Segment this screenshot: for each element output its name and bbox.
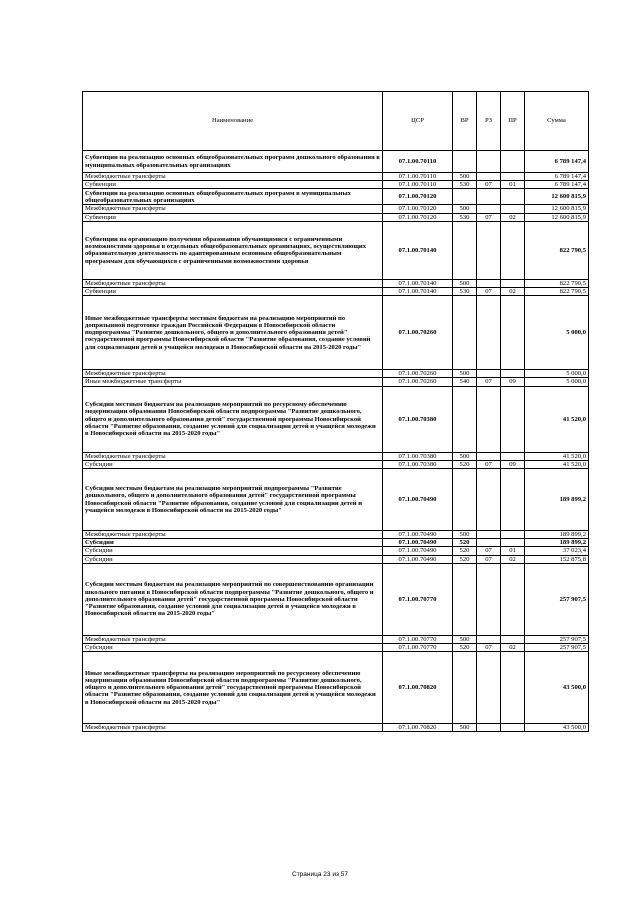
row-sum: 43 500,0 — [525, 724, 589, 732]
row-rz — [477, 296, 501, 370]
table-row — [83, 370, 589, 378]
row-rz — [477, 205, 501, 213]
table-row — [83, 539, 589, 547]
row-sum: 12 600 815,9 — [525, 213, 589, 221]
row-csr: 07.1.00.70140 — [383, 221, 453, 279]
row-pr — [501, 279, 525, 287]
row-name: Субвенции на реализацию основных общеобразовательных программ дошкольного образования в муниципальных образовательных организациях — [83, 151, 383, 173]
row-csr: 07.1.00.70260 — [383, 370, 453, 378]
row-sum: 6 789 147,4 — [525, 151, 589, 173]
row-vr: 540 — [453, 378, 477, 386]
row-rz: 07 — [477, 378, 501, 386]
row-sum: 43 500,0 — [525, 652, 589, 724]
table-row — [83, 547, 589, 555]
row-csr: 07.1.00.70770 — [383, 635, 453, 643]
row-name: Субвенции на реализацию основных общеобразовательных программ в муниципальных общеобразовательных организациях — [83, 189, 383, 205]
table-row — [83, 213, 589, 221]
table-row — [83, 724, 589, 732]
row-vr — [453, 563, 477, 635]
row-csr: 07.1.00.70110 — [383, 173, 453, 181]
row-pr — [501, 452, 525, 460]
row-name: Субсидии местным бюджетам на реализацию мероприятий по совершенствованию организации школьного питания в Новосибирской области подпрограммы "Развитие дошкольного, общего и дополнительного образования детей" государственной программы Новосибирской области "Развитие образования, создание условий для социализации детей и учащейся молодежи в Новосибирской области на 2015-2020 годы" — [83, 563, 383, 635]
row-sum: 37 023,4 — [525, 547, 589, 555]
table-row — [83, 460, 589, 468]
row-csr: 07.1.00.70140 — [383, 288, 453, 296]
row-pr — [501, 173, 525, 181]
row-rz — [477, 531, 501, 539]
row-csr: 07.1.00.70490 — [383, 547, 453, 555]
row-rz — [477, 563, 501, 635]
row-pr — [501, 221, 525, 279]
row-sum: 12 600 815,9 — [525, 205, 589, 213]
row-rz — [477, 221, 501, 279]
header-rz: РЗ — [477, 92, 501, 151]
row-vr: 500 — [453, 724, 477, 732]
table-row — [83, 469, 589, 531]
row-name: Межбюджетные трансферты — [83, 724, 383, 732]
row-name: Межбюджетные трансферты — [83, 370, 383, 378]
row-csr: 07.1.00.70380 — [383, 452, 453, 460]
row-pr: 09 — [501, 378, 525, 386]
row-vr: 520 — [453, 644, 477, 652]
table-body — [83, 151, 589, 732]
row-rz: 07 — [477, 555, 501, 563]
row-csr: 07.1.00.70260 — [383, 378, 453, 386]
row-sum: 152 875,8 — [525, 555, 589, 563]
row-csr: 07.1.00.70490 — [383, 469, 453, 531]
table-header-row — [83, 92, 589, 151]
row-rz — [477, 635, 501, 643]
table-row — [83, 644, 589, 652]
row-sum: 189 899,2 — [525, 469, 589, 531]
row-sum: 189 899,2 — [525, 539, 589, 547]
row-vr — [453, 469, 477, 531]
header-sum: Сумма — [525, 92, 589, 151]
table-row — [83, 296, 589, 370]
table-row — [83, 151, 589, 173]
row-pr — [501, 531, 525, 539]
row-pr: 01 — [501, 181, 525, 189]
row-name: Субвенции на организацию получения образования обучающимися с ограниченными возможностями здоровья в отдельных общеобразовательных организациях, осуществляющих образовательную деятельность по адаптированным основным общеобразовательным программам для обучающихся с ограниченными возможностями здоровья — [83, 221, 383, 279]
row-sum: 257 907,5 — [525, 644, 589, 652]
row-pr: 02 — [501, 555, 525, 563]
table-row — [83, 452, 589, 460]
row-pr — [501, 296, 525, 370]
table-row — [83, 205, 589, 213]
row-rz — [477, 173, 501, 181]
row-csr: 07.1.00.70770 — [383, 563, 453, 635]
row-vr: 530 — [453, 181, 477, 189]
table-row — [83, 555, 589, 563]
table-row — [83, 221, 589, 279]
row-name: Иные межбюджетные трансферты местным бюджетам на реализацию мероприятий по допризывной подготовке граждан Российской Федерации в Новосибирской области подпрограммы "Развитие дошкольного, общего и дополнительного образования детей" государственной программы Новосибирской области "Развитие образования, создание условий для социализации детей и учащейся молодежи в Новосибирской области на 2015-2020 годы" — [83, 296, 383, 370]
row-pr — [501, 469, 525, 531]
row-pr — [501, 652, 525, 724]
row-vr: 500 — [453, 370, 477, 378]
row-rz: 07 — [477, 288, 501, 296]
row-rz — [477, 189, 501, 205]
row-vr: 500 — [453, 279, 477, 287]
row-vr: 530 — [453, 288, 477, 296]
row-csr: 07.1.00.70110 — [383, 181, 453, 189]
row-sum: 5 000,0 — [525, 370, 589, 378]
row-rz — [477, 652, 501, 724]
row-csr: 07.1.00.70120 — [383, 205, 453, 213]
row-csr: 07.1.00.70490 — [383, 531, 453, 539]
row-pr: 02 — [501, 288, 525, 296]
row-vr: 520 — [453, 539, 477, 547]
row-csr: 07.1.00.70490 — [383, 539, 453, 547]
row-name: Субсидии — [83, 460, 383, 468]
row-vr: 520 — [453, 555, 477, 563]
table-row — [83, 531, 589, 539]
table-row — [83, 378, 589, 386]
row-pr — [501, 635, 525, 643]
row-pr — [501, 539, 525, 547]
row-rz: 07 — [477, 181, 501, 189]
row-rz — [477, 279, 501, 287]
row-sum: 257 907,5 — [525, 635, 589, 643]
row-pr: 02 — [501, 644, 525, 652]
table-row — [83, 173, 589, 181]
row-rz — [477, 386, 501, 452]
table-row — [83, 189, 589, 205]
row-name: Субвенции — [83, 181, 383, 189]
row-name: Субсидии — [83, 644, 383, 652]
header-pr: ПР — [501, 92, 525, 151]
row-sum: 5 000,0 — [525, 296, 589, 370]
row-rz: 07 — [477, 460, 501, 468]
table-row — [83, 386, 589, 452]
row-pr: 01 — [501, 547, 525, 555]
row-sum: 189 899,2 — [525, 531, 589, 539]
row-sum: 822 790,5 — [525, 279, 589, 287]
row-rz — [477, 724, 501, 732]
row-name: Субвенции — [83, 288, 383, 296]
row-sum: 257 907,5 — [525, 563, 589, 635]
row-rz — [477, 469, 501, 531]
row-name: Субвенции — [83, 213, 383, 221]
row-vr: 500 — [453, 531, 477, 539]
row-vr: 530 — [453, 213, 477, 221]
row-vr — [453, 151, 477, 173]
row-sum: 12 600 815,9 — [525, 189, 589, 205]
row-name: Иные межбюджетные трансферты на реализацию мероприятий по ресурсному обеспечению модернизации образования Новосибирской области подпрограммы "Развитие дошкольного, общего и дополнительного образования детей" государственной программы Новосибирской области "Развитие образования, создание условий для социализации детей и учащейся молодежи в Новосибирской области на 2015-2020 годы" — [83, 652, 383, 724]
row-vr — [453, 296, 477, 370]
row-vr: 500 — [453, 173, 477, 181]
row-pr — [501, 189, 525, 205]
row-csr: 07.1.00.70770 — [383, 644, 453, 652]
row-rz — [477, 151, 501, 173]
row-vr: 520 — [453, 547, 477, 555]
row-name: Межбюджетные трансферты — [83, 452, 383, 460]
row-rz: 07 — [477, 547, 501, 555]
row-csr: 07.1.00.70110 — [383, 151, 453, 173]
row-csr: 07.1.00.70120 — [383, 213, 453, 221]
row-csr: 07.1.00.70260 — [383, 296, 453, 370]
row-name: Иные межбюджетные трансферты — [83, 378, 383, 386]
row-sum: 6 789 147,4 — [525, 181, 589, 189]
table-row — [83, 181, 589, 189]
row-pr — [501, 205, 525, 213]
row-name: Межбюджетные трансферты — [83, 279, 383, 287]
row-pr — [501, 151, 525, 173]
row-name: Субсидии местным бюджетам на реализацию мероприятий по ресурсному обеспечению модернизации образования Новосибирской области подпрограммы "Развитие дошкольного, общего и дополнительного образования детей" государственной программы Новосибирской области "Развитие образования, создание условий для социализации детей и учащейся молодежи в Новосибирской области на 2015-2020 годы" — [83, 386, 383, 452]
row-sum: 822 790,5 — [525, 288, 589, 296]
row-rz: 07 — [477, 213, 501, 221]
row-name: Межбюджетные трансферты — [83, 531, 383, 539]
row-name: Межбюджетные трансферты — [83, 635, 383, 643]
row-csr: 07.1.00.70820 — [383, 652, 453, 724]
row-name: Субсидии местным бюджетам на реализацию мероприятий подпрограммы "Развитие дошкольного, общего и дополнительного образования детей" государственной программы Новосибирской области "Развитие образования, создание условий для социализации детей и учащейся молодежи в Новосибирской области на 2015-2020 годы" — [83, 469, 383, 531]
row-csr: 07.1.00.70380 — [383, 460, 453, 468]
table-row — [83, 652, 589, 724]
table-row — [83, 563, 589, 635]
row-name: Субсидии — [83, 547, 383, 555]
row-csr: 07.1.00.70820 — [383, 724, 453, 732]
row-vr — [453, 652, 477, 724]
row-rz — [477, 539, 501, 547]
row-rz — [477, 370, 501, 378]
row-name: Межбюджетные трансферты — [83, 205, 383, 213]
row-vr: 500 — [453, 635, 477, 643]
row-vr — [453, 386, 477, 452]
row-sum: 41 520,0 — [525, 386, 589, 452]
table-row — [83, 279, 589, 287]
row-vr: 500 — [453, 452, 477, 460]
row-sum: 41 520,0 — [525, 452, 589, 460]
row-csr: 07.1.00.70380 — [383, 386, 453, 452]
row-vr: 520 — [453, 460, 477, 468]
page-number: Страница 23 из 57 — [292, 871, 348, 878]
row-csr: 07.1.00.70490 — [383, 555, 453, 563]
header-name: Наименование — [83, 92, 383, 151]
header-csr: ЦСР — [383, 92, 453, 151]
row-pr: 02 — [501, 213, 525, 221]
row-vr — [453, 221, 477, 279]
budget-table — [82, 91, 589, 732]
row-vr — [453, 189, 477, 205]
header-vr: ВР — [453, 92, 477, 151]
row-sum: 822 790,5 — [525, 221, 589, 279]
row-pr: 09 — [501, 460, 525, 468]
row-rz — [477, 452, 501, 460]
row-pr — [501, 386, 525, 452]
row-csr: 07.1.00.70140 — [383, 279, 453, 287]
row-vr: 500 — [453, 205, 477, 213]
row-pr — [501, 724, 525, 732]
row-rz: 07 — [477, 644, 501, 652]
row-pr — [501, 370, 525, 378]
row-name: Субсидии — [83, 539, 383, 547]
row-name: Субсидии — [83, 555, 383, 563]
row-name: Межбюджетные трансферты — [83, 173, 383, 181]
row-sum: 6 789 147,4 — [525, 173, 589, 181]
table-row — [83, 288, 589, 296]
row-pr — [501, 563, 525, 635]
table-row — [83, 635, 589, 643]
row-sum: 41 520,0 — [525, 460, 589, 468]
row-sum: 5 000,0 — [525, 378, 589, 386]
row-csr: 07.1.00.70120 — [383, 189, 453, 205]
